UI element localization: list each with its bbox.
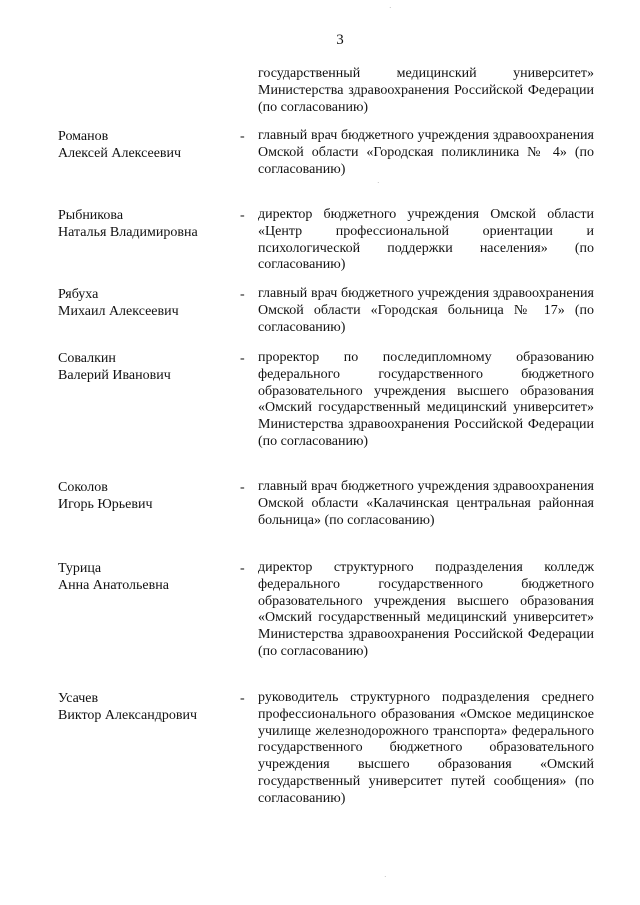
member-surname: Соколов: [58, 480, 108, 495]
member-position: главный врач бюджетного учреждения здравоохранения Омской области «Городская больница № 17» (по согласованию): [258, 286, 594, 335]
member-position: руководитель структурного подразделения среднего профессионального образования «Омское медицинское училище железнодорожного транспорта» федерального государственного бюджетного образовательного учреждения высшего образования «Омский государственный университет путей сообщения» (по согласованию): [258, 690, 594, 806]
member-name: [58, 560, 238, 594]
member-surname: Романов: [58, 129, 109, 144]
member-position: проректор по последипломному образованию федерального государственного бюджетного образовательного учреждения высшего образования «Омский государственный медицинский университет» Министерства здравоохранения Российской Федерации (по согласованию): [258, 350, 594, 449]
member-name: [58, 286, 238, 320]
continuation-text: государственный медицинский университет» Министерства здравоохранения Российской Федерации (по согласованию): [258, 66, 594, 115]
member-given-names: Валерий Иванович: [58, 368, 171, 383]
member-name: [58, 690, 238, 724]
member-name: [58, 479, 238, 513]
member-given-names: Анна Анатольевна: [58, 578, 169, 593]
scan-speck: ˙: [389, 6, 392, 14]
member-name: [58, 350, 238, 384]
member-given-names: Виктор Александрович: [58, 708, 198, 723]
dash-separator: -: [240, 561, 245, 576]
member-surname: Рыбникова: [58, 208, 124, 223]
member-position: главный врач бюджетного учреждения здравоохранения Омской области «Городская поликлиника № 4» (по согласованию): [258, 128, 594, 177]
member-given-names: Игорь Юрьевич: [58, 497, 153, 512]
member-given-names: Наталья Владимировна: [58, 225, 198, 240]
page-number: 3: [336, 32, 344, 48]
dash-separator: -: [240, 129, 245, 144]
member-name: [58, 207, 238, 241]
member-given-names: Алексей Алексеевич: [58, 146, 182, 161]
member-surname: Рябуха: [58, 287, 99, 302]
member-position: директор структурного подразделения колледж федерального государственного бюджетного образовательного учреждения высшего образования «Омский государственный медицинский университет» Министерства здравоохранения Российской Федерации (по согласованию): [258, 560, 594, 659]
member-name: [58, 128, 238, 162]
dash-separator: -: [240, 208, 245, 223]
dash-separator: -: [240, 480, 245, 495]
dash-separator: -: [240, 351, 245, 366]
member-given-names: Михаил Алексеевич: [58, 304, 179, 319]
member-position: главный врач бюджетного учреждения здравоохранения Омской области «Калачинская центральная районная больница» (по согласованию): [258, 479, 594, 528]
member-position: директор бюджетного учреждения Омской области «Центр профессиональной ориентации и психологической поддержки населения» (по согласованию): [258, 207, 594, 273]
scan-speck: ˙: [384, 875, 387, 883]
dash-separator: -: [240, 691, 245, 706]
dash-separator: -: [240, 287, 245, 302]
member-surname: Усачев: [58, 691, 99, 706]
member-surname: Турица: [58, 561, 102, 576]
member-surname: Совалкин: [58, 351, 116, 366]
scan-speck: ˙: [377, 181, 380, 189]
